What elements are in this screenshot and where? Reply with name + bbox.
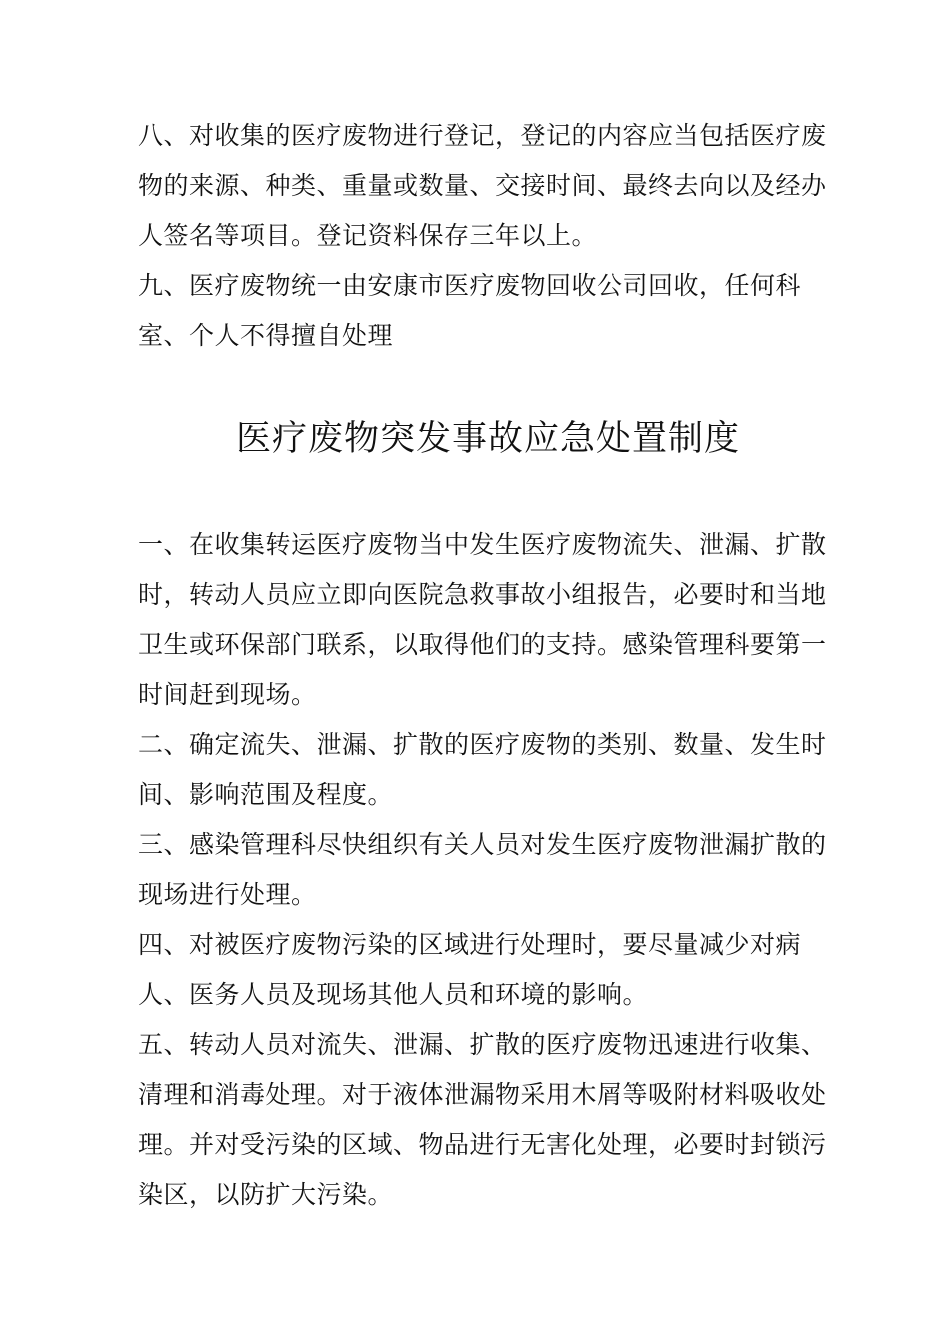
paragraph-five: 五、转动人员对流失、泄漏、扩散的医疗废物迅速进行收集、清理和消毒处理。对于液体泄漏物采用木屑等吸附材料吸收处理。并对受污染的区域、物品进行无害化处理，必要时封锁污染区，以防扩大污染。 — [138, 1030, 827, 1209]
document-page — [138, 111, 838, 1220]
paragraph-two: 二、确定流失、泄漏、扩散的医疗废物的类别、数量、发生时间、影响范围及程度。 — [138, 730, 827, 809]
paragraph-nine: 九、医疗废物统一由安康市医疗废物回收公司回收，任何科室、个人不得擅自处理 — [138, 271, 802, 350]
paragraph-eight: 八、对收集的医疗废物进行登记，登记的内容应当包括医疗废物的来源、种类、重量或数量、交接时间、最终去向以及经办人签名等项目。登记资料保存三年以上。 — [138, 121, 827, 250]
paragraph-three: 三、感染管理科尽快组织有关人员对发生医疗废物泄漏扩散的现场进行处理。 — [138, 830, 827, 909]
paragraph-one: 一、在收集转运医疗废物当中发生医疗废物流失、泄漏、扩散时，转动人员应立即向医院急救事故小组报告，必要时和当地卫生或环保部门联系，以取得他们的支持。感染管理科要第一时间赶到现场。 — [138, 530, 827, 709]
section-title: 医疗废物突发事故应急处置制度 — [235, 419, 740, 459]
paragraph-four: 四、对被医疗废物污染的区域进行处理时，要尽量减少对病人、医务人员及现场其他人员和环境的影响。 — [138, 930, 802, 1009]
